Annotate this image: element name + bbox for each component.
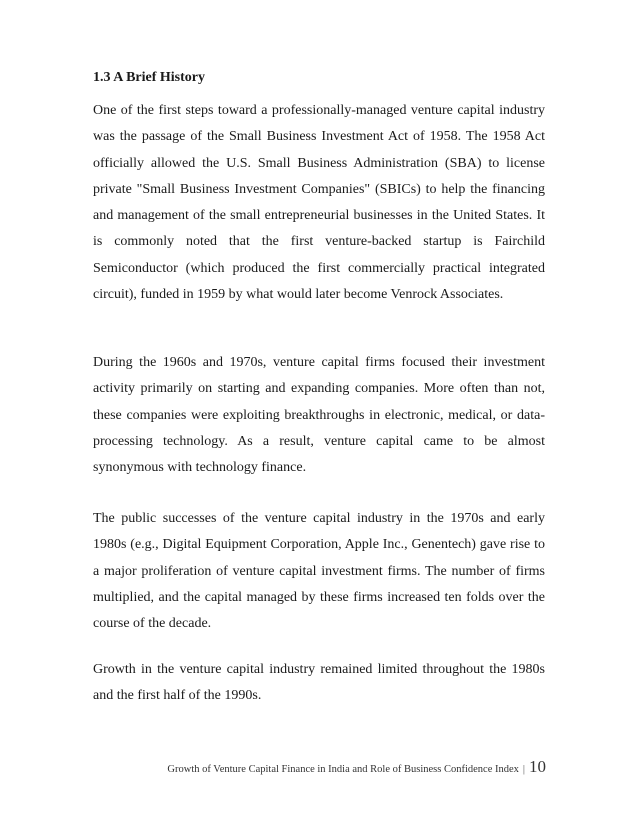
page-footer: [160, 757, 546, 777]
paragraph-sbic-history: One of the first steps toward a professionally-managed venture capital industry was the passage of the Small Business Investment Act of 1958. The 1958 Act officially allowed the U.S. Small Business Administration (SBA) to license private "Small Business Investment Companies" (SBICs) to help the financing and management of the small entrepreneurial businesses in the United States. It is commonly noted that the first venture-backed startup is Fairchild Semiconductor (which produced the first commercially practical integrated circuit), funded in 1959 by what would later become Venrock Associates.: [93, 103, 545, 303]
section-heading: 1.3 A Brief History: [93, 70, 205, 85]
paragraph-public-successes: The public successes of the venture capital industry in the 1970s and early 1980s (e.g., Digital Equipment Corporation, Apple Inc., Genentech) gave rise to a major proliferation of venture capital investment firms. The number of firms multiplied, and the capital managed by these firms increased ten folds over the course of the decade.: [93, 511, 545, 632]
paragraph-1960s-1970s: During the 1960s and 1970s, venture capital firms focused their investment activity primarily on starting and expanding companies. More often than not, these companies were exploiting breakthroughs in electronic, medical, or data-processing technology. As a result, venture capital came to be almost synonymous with technology finance.: [93, 355, 545, 476]
footer-separator: |: [522, 764, 525, 775]
paragraph-growth-limited: Growth in the venture capital industry remained limited throughout the 1980s and the first half of the 1990s.: [93, 662, 545, 704]
footer-running-title: Growth of Venture Capital Finance in India and Role of Business Confidence Index: [167, 764, 519, 775]
page-number: 10: [529, 757, 546, 776]
